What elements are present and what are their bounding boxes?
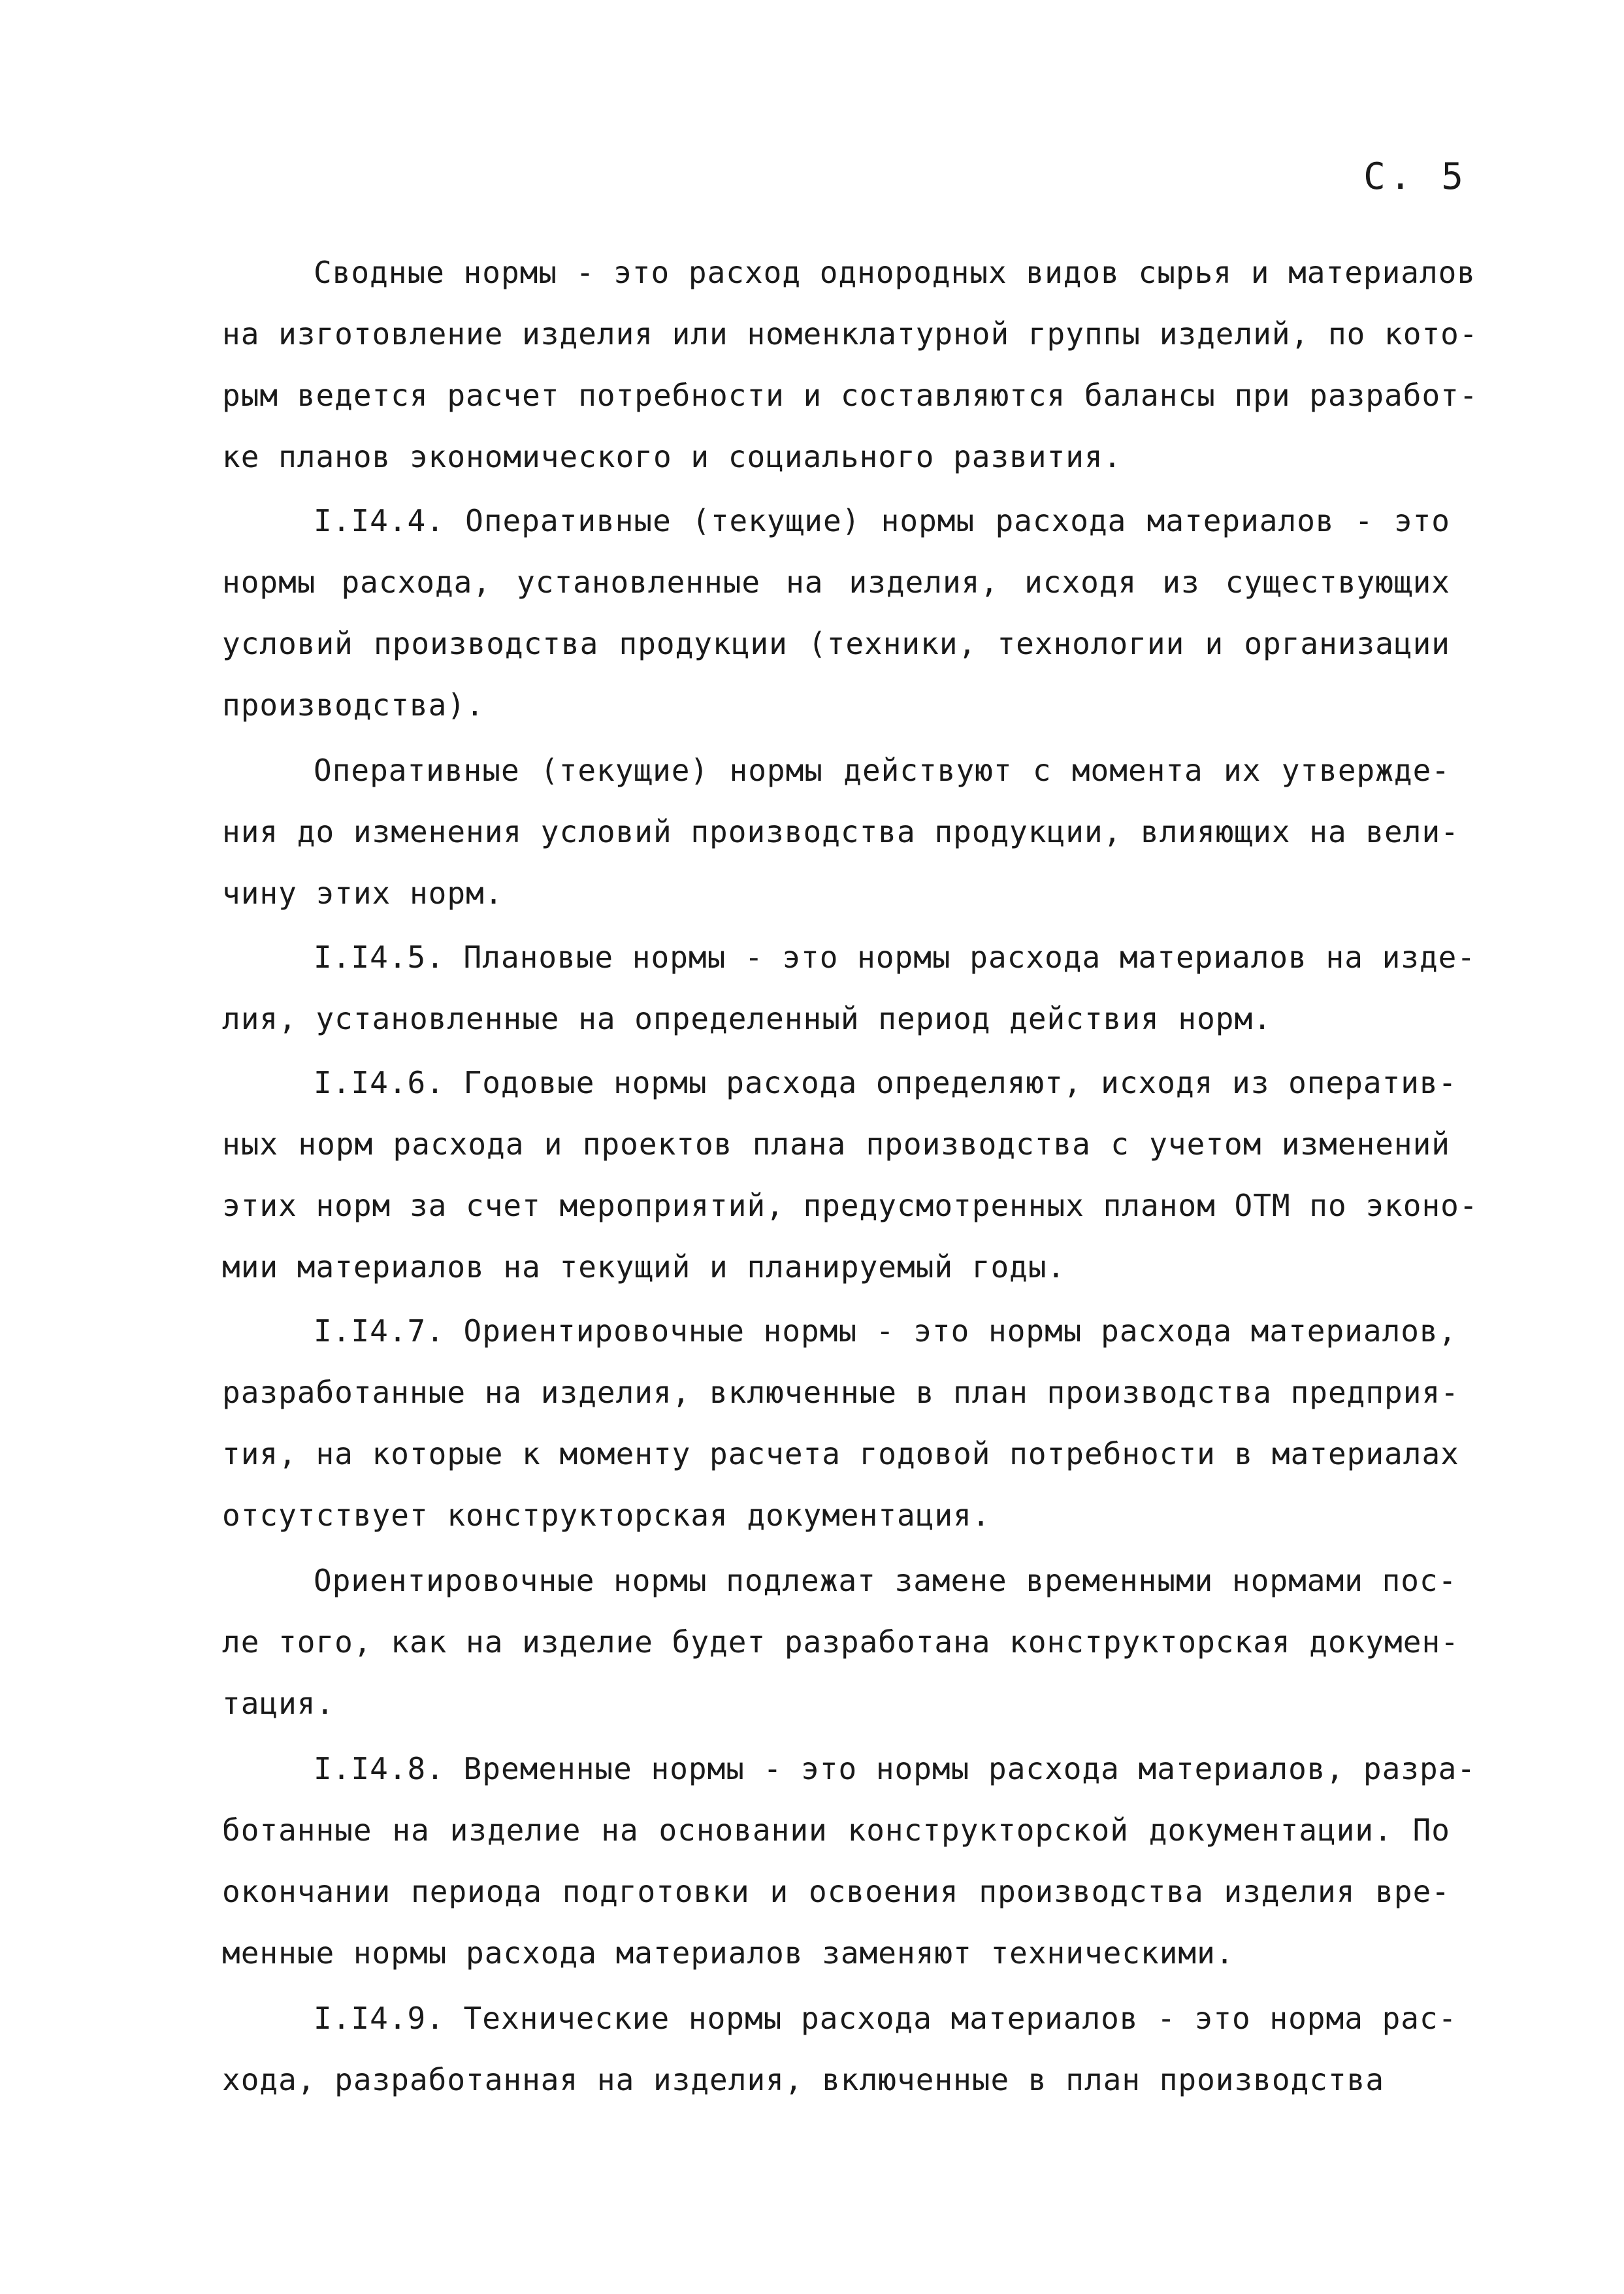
text-line: ботанные на изделие на основании конструкторской документации. По — [222, 1812, 1450, 1848]
text-line: I.I4.8. Временные нормы - это нормы расхода материалов, разра- — [314, 1751, 1476, 1786]
text-line: нормы расхода, установленные на изделия, исходя из существующих — [222, 565, 1450, 600]
text-line: на изготовление изделия или номенклатурной группы изделий, по кото- — [222, 316, 1478, 352]
text-line: ле того, как на изделие будет разработана конструкторская докумен- — [222, 1624, 1459, 1660]
text-line: тация. — [222, 1686, 335, 1721]
text-line: окончании периода подготовки и освоения производства изделия вре- — [222, 1874, 1450, 1909]
text-line: Сводные нормы - это расход однородных видов сырья и материалов — [314, 255, 1476, 290]
text-line: отсутствует конструкторская документация. — [222, 1498, 991, 1533]
text-line: лия, установленные на определенный период действия норм. — [222, 1001, 1272, 1036]
text-line: мии материалов на текущий и планируемый годы. — [222, 1249, 1066, 1285]
page-number: С. 5 — [1363, 156, 1467, 198]
text-line: этих норм за счет мероприятий, предусмотренных планом ОТМ по эконо- — [222, 1188, 1478, 1223]
text-line: условий производства продукции (техники, технологии и организации — [222, 626, 1450, 661]
text-line: I.I4.9. Технические нормы расхода материалов - это норма рас- — [314, 2001, 1457, 2036]
text-line: Ориентировочные нормы подлежат замене временными нормами пос- — [314, 1563, 1457, 1598]
text-line: производства). — [222, 687, 485, 723]
text-line: ных норм расхода и проектов плана производства с учетом изменений — [222, 1126, 1450, 1162]
text-line: чину этих норм. — [222, 876, 504, 911]
text-line: ния до изменения условий производства продукции, влияющих на вели- — [222, 814, 1459, 849]
text-line: I.I4.7. Ориентировочные нормы - это нормы расхода материалов, — [314, 1313, 1457, 1349]
text-line: менные нормы расхода материалов заменяют техническими. — [222, 1935, 1235, 1971]
text-line: I.I4.4. Оперативные (текущие) нормы расхода материалов - это — [314, 503, 1450, 538]
text-line: ке планов экономического и социального развития. — [222, 439, 1122, 474]
text-line: тия, на которые к моменту расчета годовой потребности в материалах — [222, 1436, 1459, 1471]
text-line: Оперативные (текущие) нормы действуют с момента их утвержде- — [314, 753, 1450, 788]
text-line: хода, разработанная на изделия, включенные в план производства — [222, 2062, 1385, 2097]
text-line: разработанные на изделия, включенные в план производства предприя- — [222, 1375, 1459, 1410]
text-line: I.I4.5. Плановые нормы - это нормы расхода материалов на изде- — [314, 940, 1476, 975]
text-line: рым ведется расчет потребности и составляются балансы при разработ- — [222, 378, 1478, 413]
text-line: I.I4.6. Годовые нормы расхода определяют, исходя из оператив- — [314, 1065, 1457, 1100]
